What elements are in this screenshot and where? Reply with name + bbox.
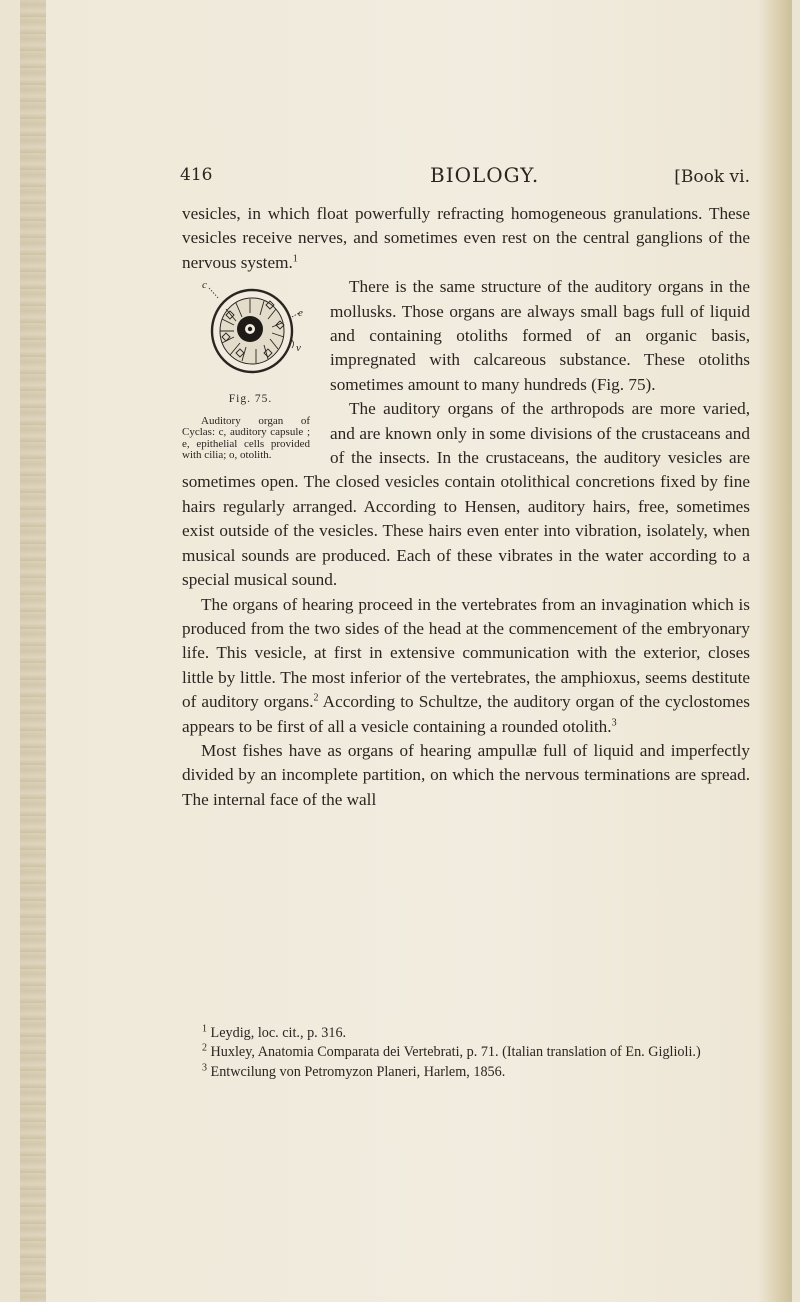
running-title: BIOLOGY. bbox=[430, 163, 540, 187]
paragraph: The organs of hearing proceed in the vertebrates from an invagination which is produced from the two sides of the head at the commencement of the embryonary life. This vesicle, at first in extensive communication with the exterior, closes little by little. The most inferior of the vertebrates, the amphioxus, seems destitute of auditory organs.$^2$ According to Schultze, the auditory organ of the cyclostomes appears to be first of all a vesicle containing a rounded otolith.$^3$ bbox=[182, 594, 750, 736]
page-gutter bbox=[20, 0, 46, 1302]
paragraph: The auditory organs of the arthropods are more varied, and are known only in some divisions of the crustaceans and of the insects. In the crustaceans, the auditory vesicles are sometimes open. The closed vesicles contain otolithical concretions fixed by fine hairs regularly arranged. According to Hensen, auditory hairs, free, sometimes exist outside of the vesicles. These hairs even enter into vibration, isolately, when musical sounds are produced. Each of these vibrates in the water according to a special musical sound. bbox=[182, 399, 750, 590]
footnote: $^3$ Entwcilung von Petromyzon Planeri, Harlem, 1856. bbox=[202, 1061, 506, 1080]
body-text bbox=[182, 202, 750, 812]
running-head bbox=[180, 165, 750, 195]
page-edge bbox=[758, 0, 792, 1302]
footnote-ref: 1 bbox=[292, 253, 298, 265]
auditory-organ-illustration bbox=[200, 279, 304, 379]
footnotes bbox=[182, 1024, 750, 1082]
footnote-ref: 2 bbox=[313, 692, 319, 704]
figure-label: Fig. 75. bbox=[228, 393, 273, 406]
footnote: $^1$ Leydig, loc. cit., p. 316. bbox=[202, 1023, 347, 1041]
book-section: [Book vi. bbox=[674, 167, 750, 187]
paragraph: Most fishes have as organs of hearing ampullæ full of liquid and imperfectly divided by an incomplete partition, on which the nervous terminations are spread. The internal face of the wall bbox=[182, 740, 750, 809]
paragraph: c e v Fig. 75. Auditory organ of Cyclas: c, auditory capsule ; e, epithelial cells provided with cilia; o, otolith. There is the same structure of the auditory organs in the mollusks. Those organs are always small bags full of liquid and containing otoliths formed of an organic basis, impregnated with calcareous substance. These otoliths sometimes amount to many hundreds (Fig. 75). bbox=[182, 277, 750, 462]
figure-letter-e: e bbox=[298, 307, 303, 320]
footnote-ref: 3 bbox=[611, 716, 617, 728]
figure-75 bbox=[182, 279, 318, 461]
figure-letter-c: c bbox=[202, 279, 207, 292]
paragraph: vesicles, in which float powerfully refracting homogeneous granulations. These vesicles receive nerves, and sometimes even rest on the central ganglions of the nervous system.$^1$ bbox=[182, 204, 750, 272]
footnote: $^2$ Huxley, Anatomia Comparata dei Vertebrati, p. 71. (Italian translation of En. Giglioli.) bbox=[202, 1042, 701, 1061]
figure-letter-v: v bbox=[296, 342, 301, 355]
page-number: 416 bbox=[180, 165, 213, 185]
figure-caption: Auditory organ of Cyclas: c, auditory capsule ; e, epithelial cells provided with cilia; o, otolith. bbox=[182, 414, 310, 462]
